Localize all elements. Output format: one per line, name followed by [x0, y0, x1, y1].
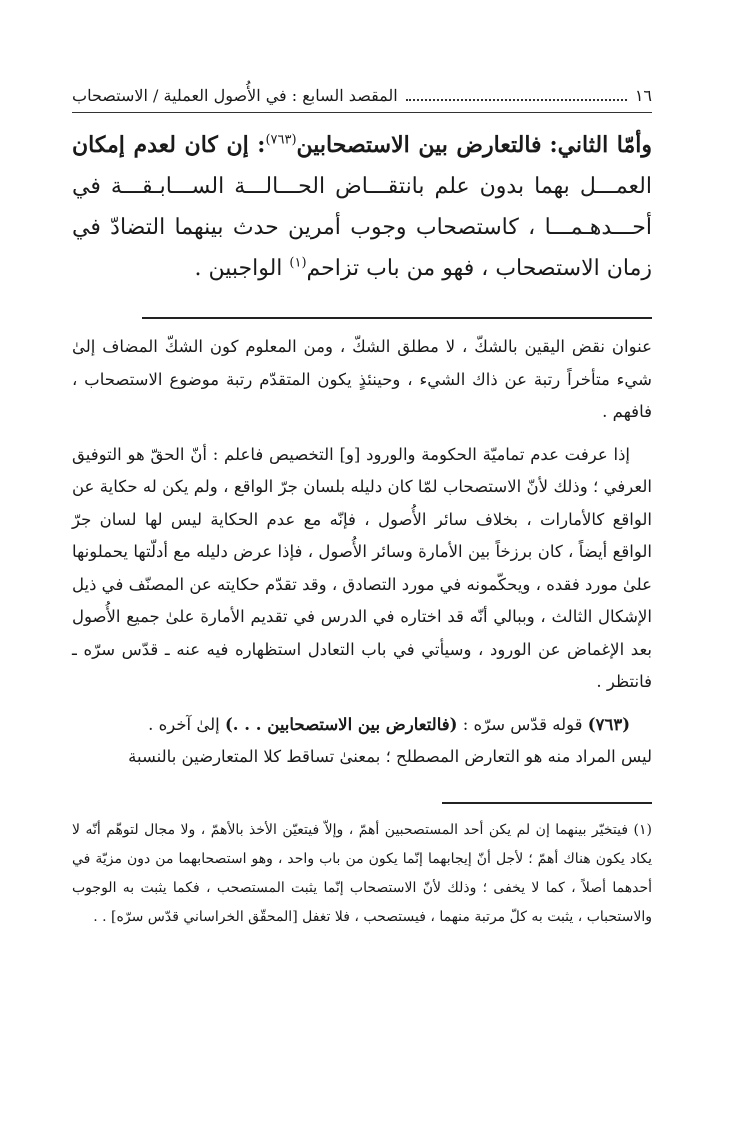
- commentary-section: [72, 331, 652, 774]
- footnote-section: [72, 816, 652, 932]
- footnote-reference: (١): [289, 255, 307, 271]
- commentary-quote: (فالتعارض بين الاستصحابين . . .): [224, 714, 458, 734]
- commentary-paragraph: ليس المراد منه هو التعارض المصطلح ؛ بمعنىٰ تساقط كلا المتعارضين بالنسبة: [128, 747, 652, 766]
- commentary-entry-763: [72, 709, 652, 742]
- main-text: [72, 125, 652, 289]
- commentary-quote-end: إلىٰ آخره .: [148, 714, 220, 734]
- main-lead: وأمّا الثاني:: [549, 132, 653, 158]
- main-line3: كاستصحاب وجوب أمرين حدث بينهما التضادّ في زمان الاستصحاب ،: [72, 215, 652, 281]
- page-number: ١٦: [634, 86, 652, 105]
- running-header: [72, 86, 652, 113]
- book-page: [72, 86, 652, 932]
- commentary-paragraph: عنوان نقض اليقين بالشكّ ، لا مطلق الشكّ ، ومن المعلوم كون الشكّ المضاف إلىٰ شيء متأخراً رتبة عن ذاك الشيء ، وحينئذٍ يكون المتقدّم رتبة موضوع الاستصحاب ، فافهم .: [72, 337, 652, 421]
- footnote-text: (١) فيتخيّر بينهما إن لم يكن أحد المستصحبين أهمّ ، وإلاّ فيتعيّن الأخذ بالأهمّ ، ولا مجال لتوهّم أنّه لا يكاد يكون هناك أهمّ ؛ لأجل أنّ إيجابهما إنّما يكون من باب واحد ، وهو استصحابهما من دون مزيّة في أحدهما أصلاً ، كما لا يخفى ؛ وذلك لأنّ الاستصحاب إنّما يثبت المستصحب ، فكما يثبت به الوجوب والاستحباب ، يثبت به كلّ مرتبة منهما ، فيستصحب ، فلا تغفل [المحقّق الخراساني قدّس سرّه] . .: [72, 821, 652, 925]
- commentary-paragraph: إذا عرفت عدم تماميّة الحكومة والورود [و] التخصيص فاعلم : أنّ الحقّ هو التوفيق العرفي ؛ وذلك لأنّ الاستصحاب لمّا كان دليله بلسان جرّ الواقع ، ولم يكن له حكاية عن الواقع كالأمارات ، بخلاف سائر الأُصول ، فإنّه مع عدم الحكاية ليس لها لسان جرّ الواقع أيضاً ، كان برزخاً بين الأمارة وسائر الأُصول ، فإذا عرض دليله مع أدلّتها يحملونها علىٰ مورد فقده ، ويحكّمونه في مورد التصادق ، وقد تقدّم حكايته عن المصنّف في ذيل الإشكال الثالث ، وببالي أنّه قد اختاره في الدرس في تقديم الأمارة علىٰ جميع الأُصول بعد الإغماض عن الورود ، وسيأتي في باب التعادل استظهاره فيه عنه ـ قدّس سرّه ـ فانتظر .: [72, 444, 652, 691]
- main-line2: العمـــل بهما بدون علم بانتقـــاض الحـــالـــة الســـابـقـــة في أحـــدهـمـــا ،: [72, 174, 652, 240]
- main-line4-start: فهو من باب تزاحم: [306, 256, 475, 281]
- main-line1-rest: : إن كان لعدم إمكان: [72, 132, 266, 158]
- footnote-divider: [442, 802, 652, 804]
- running-title: المقصد السابع : في الأُصول العملية / الاستصحاب: [72, 86, 398, 105]
- main-intro: فالتعارض بين الاستصحابين: [296, 132, 542, 158]
- main-line4-end: الواجبين .: [194, 256, 283, 281]
- commentary-reference: (٧٦٣): [265, 132, 297, 148]
- commentary-divider: [142, 317, 652, 319]
- commentary-number: (٧٦٣): [587, 714, 630, 734]
- commentary-quote-intro: قوله قدّس سرّه :: [462, 714, 583, 734]
- header-dot-leader: [406, 99, 627, 101]
